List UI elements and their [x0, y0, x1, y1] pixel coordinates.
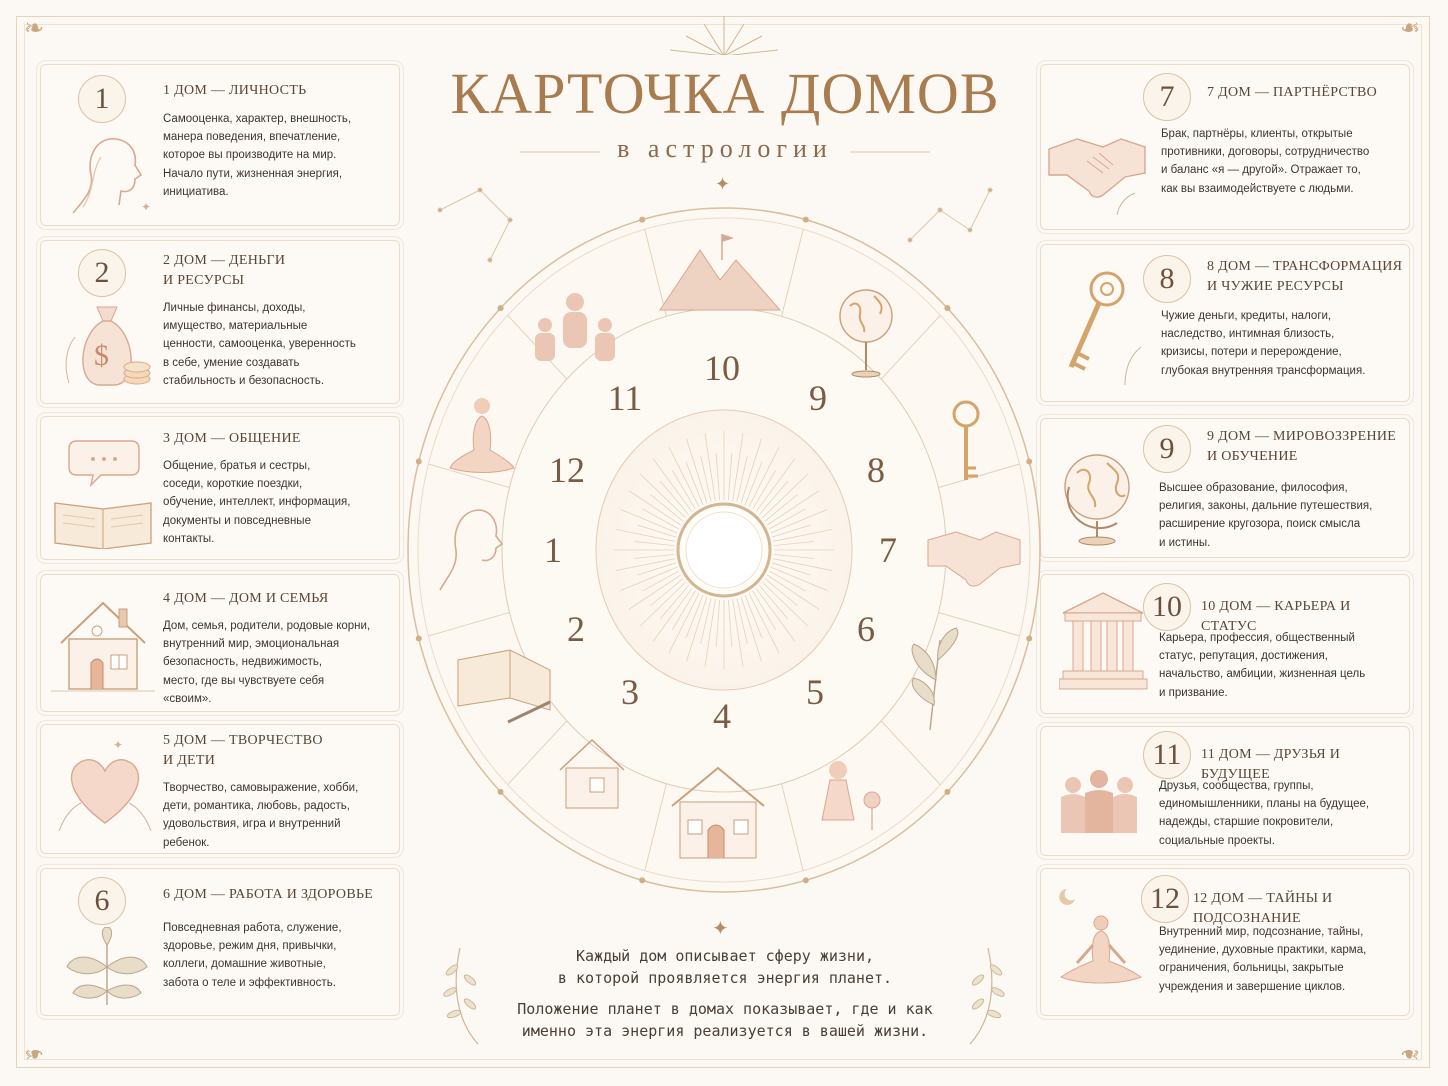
wheel-number-11: 11: [607, 378, 643, 418]
house-description: Личные финансы, доходы, имущество, материальные ценности, самооценка, уверенность в себе, умение создавать стабильность и безопасность.: [163, 302, 356, 387]
wheel-dot: [803, 877, 809, 883]
group-icon: [1055, 767, 1145, 847]
house-number-badge: 2: [78, 249, 126, 297]
house-wheel: [400, 170, 1050, 910]
house-description: Брак, партнёры, клиенты, открытые противники, договоры, сотрудничество и баланс «я — другой». Отражает то, как вы взаимодействуете с людьми.: [1161, 128, 1370, 195]
house-title: 7 ДОМ — ПАРТНЁРСТВО: [1207, 85, 1377, 100]
house-number-badge: 8: [1143, 255, 1191, 303]
star-icon: ✦: [715, 174, 731, 194]
house-card-2: [40, 240, 400, 404]
svg-text:$: $: [94, 339, 109, 372]
house-card-3: [40, 416, 400, 560]
house-card-8: [1040, 244, 1410, 402]
wheel-number-2: 2: [567, 609, 585, 649]
wheel-dot: [498, 305, 504, 311]
leaf-branch-icon: [57, 927, 157, 1007]
key-icon: [1055, 267, 1145, 395]
house-card-7: [1040, 64, 1410, 230]
wheel-number-8: 8: [867, 450, 885, 490]
house-description: Повседневная работа, служение, здоровье, режим дня, привычки, коллеги, домашние животные, забота о теле и эффективность.: [163, 922, 342, 989]
wheel-dot: [498, 789, 504, 795]
book-chat-icon: [49, 431, 161, 549]
wheel-dot: [803, 217, 809, 223]
wheel-dot: [1026, 636, 1032, 642]
house-number-badge: 1: [78, 75, 126, 123]
wheel-number-3: 3: [621, 672, 639, 712]
page-subtitle: в астрологии: [617, 134, 833, 163]
wheel-dot: [944, 789, 950, 795]
globe-icon: [1055, 443, 1145, 553]
house-title: 9 ДОМ — МИРОВОЗЗРЕНИЕ И ОБУЧЕНИЕ: [1207, 429, 1397, 464]
house-description: Внутренний мир, подсознание, тайны, уединение, духовные практики, карма, ограничения, больницы, закрытые учреждения и завершение циклов.: [1159, 926, 1367, 993]
svg-text:✦: ✦: [113, 738, 124, 752]
money-bag-icon: [53, 303, 163, 398]
house-title: 4 ДОМ — ДОМ И СЕМЬЯ: [163, 591, 329, 606]
house-title: 8 ДОМ — ТРАНСФОРМАЦИЯ И ЧУЖИЕ РЕСУРСЫ: [1207, 259, 1403, 294]
house-card-1: [40, 64, 400, 226]
woman-profile-icon: [61, 127, 161, 222]
wheel-number-12: 12: [549, 450, 585, 490]
page-title: КАРТОЧКА ДОМОВ: [450, 61, 1000, 126]
house-description: Дом, семья, родители, родовые корни, внутренний мир, эмоциональная безопасность, недвижимость, место, где вы чувствуете себя «своим».: [163, 620, 371, 705]
house-icon: [47, 591, 159, 701]
house-title: 10 ДОМ — КАРЬЕРА И СТАТУС: [1201, 599, 1351, 634]
house-card-10: [1040, 574, 1410, 714]
wheel-number-4: 4: [713, 696, 731, 736]
corner-ornament-icon: ❧: [24, 1040, 45, 1068]
footer-text-2: Положение планет в домах показывает, где и как именно эта энергия реализуется в вашей жизни.: [517, 1000, 933, 1040]
house-number-badge: 11: [1143, 731, 1191, 779]
corner-ornament-icon: ❧: [24, 14, 45, 42]
house-card-5: [40, 724, 400, 854]
wheel-number-5: 5: [806, 672, 824, 712]
house-title: 11 ДОМ — ДРУЗЬЯ И БУДУЩЕЕ: [1201, 747, 1341, 782]
footer-text-1: Каждый дом описывает сферу жизни, в которой проявляется энергия планет.: [557, 947, 893, 987]
house-title: 3 ДОМ — ОБЩЕНИЕ: [163, 431, 301, 446]
house-description: Творчество, самовыражение, хобби, дети, романтика, любовь, радость, удовольствия, игра и внутренний ребенок.: [163, 782, 359, 849]
star-icon: ✦: [712, 918, 729, 940]
wheel-dot: [639, 877, 645, 883]
house-title: 6 ДОМ — РАБОТА И ЗДОРОВЬЕ: [163, 887, 374, 902]
house-number-badge: 9: [1143, 425, 1191, 473]
house-card-12: [1040, 868, 1410, 1016]
corner-ornament-icon: ❧: [1400, 1040, 1421, 1068]
svg-text:✦: ✦: [141, 200, 152, 214]
house-description: Карьера, профессия, общественный статус, репутация, достижения, начальство, амбиции, жизненная цель и призвание.: [1159, 632, 1366, 699]
house-title: 5 ДОМ — ТВОРЧЕСТВО И ДЕТИ: [163, 733, 323, 768]
house-title: 1 ДОМ — ЛИЧНОСТЬ: [163, 83, 307, 98]
wheel-dot: [639, 217, 645, 223]
house-number-badge: 10: [1143, 583, 1191, 631]
heart-icon: [51, 735, 161, 847]
house-card-9: [1040, 418, 1410, 558]
house-description: Высшее образование, философия, религия, законы, дальние путешествия, расширение кругозора, поиск смысла и истины.: [1159, 482, 1373, 549]
wheel-number-1: 1: [544, 530, 562, 570]
house-title: 12 ДОМ — ТАЙНЫ И ПОДСОЗНАНИЕ: [1193, 891, 1333, 926]
wheel-number-6: 6: [857, 609, 875, 649]
wheel-number-10: 10: [704, 348, 740, 388]
house-card-11: [1040, 726, 1410, 856]
house-description: Друзья, сообщества, группы, единомышленники, планы на будущее, надежды, старшие покровители, социальные проекты.: [1159, 780, 1370, 847]
house-number-badge: 12: [1141, 875, 1189, 923]
house-number-badge: 6: [78, 877, 126, 925]
handshake-icon: [1047, 117, 1147, 217]
house-description: Чужие деньги, кредиты, налоги, наследство, интимная близость, кризисы, потери и перерождение, глубокая внутренняя трансформация.: [1161, 310, 1366, 377]
wheel-number-7: 7: [879, 530, 897, 570]
wheel-dot: [416, 458, 422, 464]
house-description: Самооценка, характер, внешность, манера поведения, впечатление, которое вы производите на мир. Начало пути, жизненная энергия, инициатива.: [163, 113, 352, 198]
wheel-dot: [1026, 458, 1032, 464]
wheel-dot: [416, 636, 422, 642]
house-number-badge: 7: [1143, 73, 1191, 121]
house-description: Общение, братья и сестры, соседи, короткие поездки, обучение, интеллект, информация, документы и повседневные контакты.: [163, 460, 351, 545]
wheel-number-9: 9: [809, 378, 827, 418]
house-card-4: [40, 574, 400, 712]
house-title: 2 ДОМ — ДЕНЬГИ И РЕСУРСЫ: [163, 253, 286, 288]
temple-icon: [1059, 589, 1149, 699]
corner-ornament-icon: ❧: [1400, 14, 1421, 42]
meditation-icon: [1053, 885, 1143, 995]
wheel-dot: [944, 305, 950, 311]
house-card-6: [40, 868, 400, 1016]
sun-rays-icon: [660, 12, 788, 58]
